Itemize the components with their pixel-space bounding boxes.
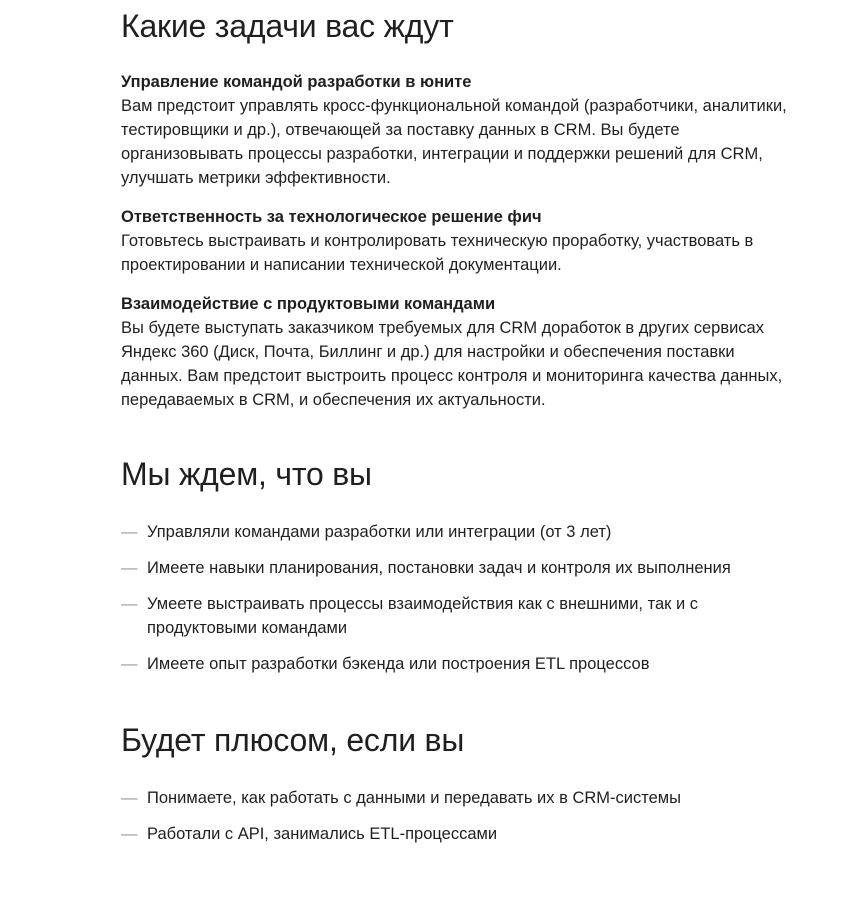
list-item-text: Имеете опыт разработки бэкенда или построения ETL процессов (147, 655, 650, 673)
task-description: Готовьтесь выстраивать и контролировать техническую проработку, участвовать в проектировании и написании технической документации. (121, 232, 754, 274)
list-item (121, 556, 791, 580)
list-item-text: Умеете выстраивать процессы взаимодействия как с внешними, так и с продуктовыми командами (147, 595, 699, 637)
task-item (121, 70, 791, 190)
task-title: Управление командой разработки в юните (121, 73, 472, 91)
list-item (121, 520, 791, 544)
task-description: Вам предстоит управлять кросс-функциональной командой (разработчики, аналитики, тестировщики и др.), отвечающей за поставку данных в CRM. Вы будете организовывать процессы разработки, интеграции и поддержки решений для CRM, улучшать метрики эффективности. (121, 97, 787, 187)
dash-bullet: — (121, 655, 138, 673)
plus-heading: Будет плюсом, если вы (121, 722, 465, 758)
list-item (121, 652, 791, 676)
dash-bullet: — (121, 825, 138, 843)
dash-bullet: — (121, 595, 138, 613)
list-item-text: Имеете навыки планирования, постановки задач и контроля их выполнения (147, 559, 731, 577)
list-item (121, 592, 791, 640)
vacancy-content (121, 0, 791, 858)
list-item (121, 822, 791, 846)
task-title: Взаимодействие с продуктовыми командами (121, 295, 496, 313)
task-title: Ответственность за технологическое решение фич (121, 208, 542, 226)
tasks-heading: Какие задачи вас ждут (121, 8, 454, 44)
tasks-list (121, 70, 791, 412)
expect-list (121, 520, 791, 676)
dash-bullet: — (121, 559, 138, 577)
plus-list (121, 786, 791, 846)
dash-bullet: — (121, 789, 138, 807)
dash-bullet: — (121, 523, 138, 541)
list-item-text: Понимаете, как работать с данными и передавать их в CRM-системы (147, 789, 681, 807)
expect-heading: Мы ждем, что вы (121, 456, 372, 492)
task-item (121, 292, 791, 412)
list-item-text: Работали с API, занимались ETL-процессами (147, 825, 498, 843)
task-description: Вы будете выступать заказчиком требуемых для CRM доработок в других сервисах Яндекс 360 (Диск, Почта, Биллинг и др.) для настройки и обеспечения поставки данных. Вам предстоит выстроить процесс контроля и мониторинга качества данных, передаваемых в CRM, и обеспечения их актуальности. (121, 319, 783, 409)
task-item (121, 205, 791, 277)
list-item-text: Управляли командами разработки или интеграции (от 3 лет) (147, 523, 612, 541)
list-item (121, 786, 791, 810)
